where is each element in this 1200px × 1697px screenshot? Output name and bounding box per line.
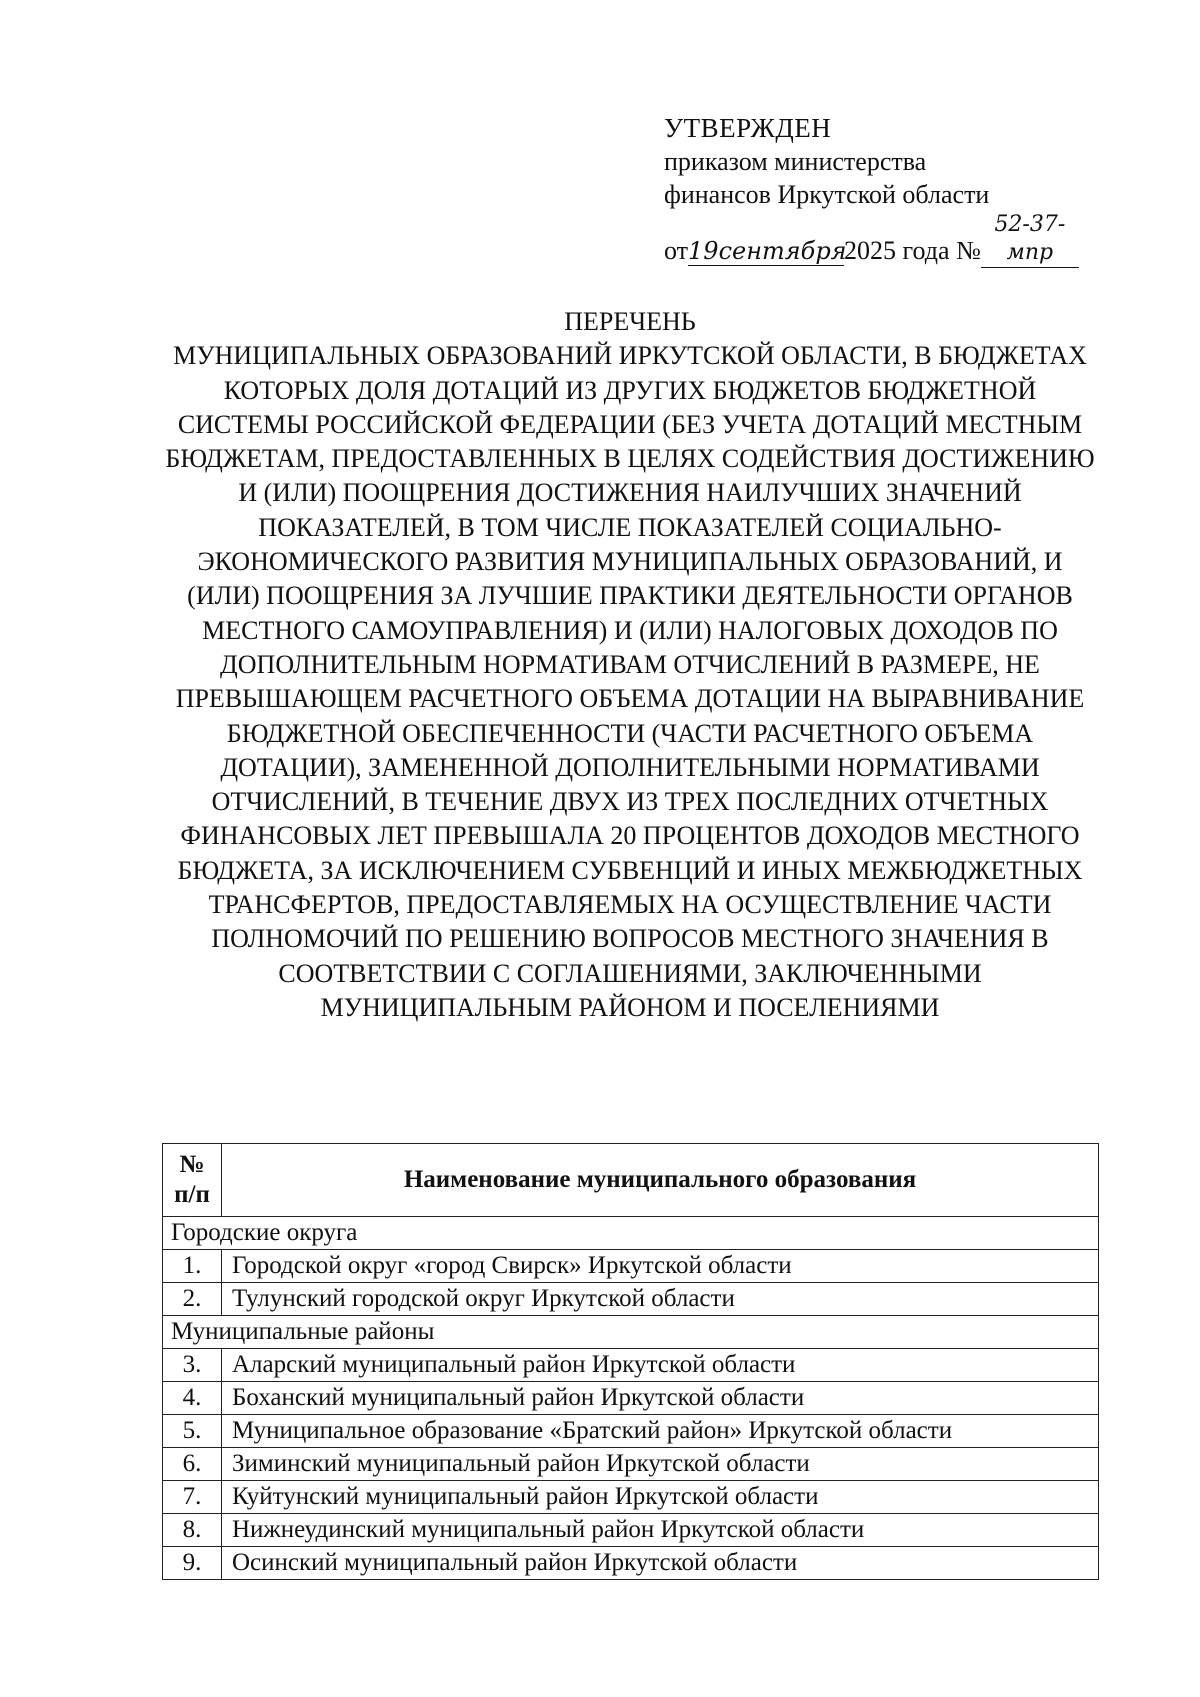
approval-title: УТВЕРЖДЕН: [664, 113, 832, 143]
group-label: Муниципальные районы: [163, 1316, 1099, 1349]
row-name: Боханский муниципальный район Иркутской области: [222, 1382, 1099, 1415]
header-name: Наименование муниципального образования: [222, 1144, 1099, 1217]
table-row: [163, 1349, 1099, 1382]
table-row: [163, 1514, 1099, 1547]
row-number: 4.: [163, 1382, 222, 1415]
approval-date-line: [664, 211, 1079, 268]
municipalities-table: [162, 1143, 1099, 1580]
table-row: [163, 1481, 1099, 1514]
row-number: 8.: [163, 1514, 222, 1547]
approval-line-ministry: финансов Иркутской области: [664, 180, 990, 209]
table-row: [163, 1283, 1099, 1316]
row-name: Осинский муниципальный район Иркутской области: [222, 1547, 1099, 1580]
header-number-symbol: №: [179, 1151, 205, 1178]
row-number: 9.: [163, 1547, 222, 1580]
approval-line-order: приказом министерства: [664, 147, 927, 176]
table-group-row: [163, 1316, 1099, 1349]
approval-year-text: 2025 года №: [844, 236, 981, 265]
row-number: 1.: [163, 1250, 222, 1283]
document-title: [160, 305, 1100, 1025]
row-name: Аларский муниципальный район Иркутской области: [222, 1349, 1099, 1382]
handwritten-date: 19сентября: [688, 237, 847, 265]
row-number: 3.: [163, 1349, 222, 1382]
row-name: Городской округ «город Свирск» Иркутской области: [222, 1250, 1099, 1283]
header-number: [163, 1144, 222, 1217]
row-number: 2.: [163, 1283, 222, 1316]
header-number-abbrev: п/п: [174, 1181, 210, 1208]
row-name: Нижнеудинский муниципальный район Иркутской области: [222, 1514, 1099, 1547]
approval-block: [664, 112, 1079, 268]
approval-prefix: от: [664, 236, 689, 265]
row-name: Муниципальное образование «Братский район» Иркутской области: [222, 1415, 1099, 1448]
table-row: [163, 1415, 1099, 1448]
table-group-row: [163, 1217, 1099, 1250]
row-number: 5.: [163, 1415, 222, 1448]
group-label: Городские округа: [163, 1217, 1099, 1250]
title-heading: ПЕРЕЧЕНЬ: [564, 307, 696, 336]
row-name: Тулунский городской округ Иркутской области: [222, 1283, 1099, 1316]
table-row: [163, 1250, 1099, 1283]
title-body: МУНИЦИПАЛЬНЫХ ОБРАЗОВАНИЙ ИРКУТСКОЙ ОБЛАСТИ, В БЮДЖЕТАХ КОТОРЫХ ДОЛЯ ДОТАЦИЙ ИЗ ДРУГИХ БЮДЖЕТОВ БЮДЖЕТНОЙ СИСТЕМЫ РОССИЙСКОЙ ФЕДЕРАЦИИ (БЕЗ УЧЕТА ДОТАЦИЙ МЕСТНЫМ БЮДЖЕТАМ, ПРЕДОСТАВЛЕННЫХ В ЦЕЛЯХ СОДЕЙСТВИЯ ДОСТИЖЕНИЮ И (ИЛИ) ПООЩРЕНИЯ ДОСТИЖЕНИЯ НАИЛУЧШИХ ЗНАЧЕНИЙ ПОКАЗАТЕЛЕЙ, В ТОМ ЧИСЛЕ ПОКАЗАТЕЛЕЙ СОЦИАЛЬНО-ЭКОНОМИЧЕСКОГО РАЗВИТИЯ МУНИЦИПАЛЬНЫХ ОБРАЗОВАНИЙ, И (ИЛИ) ПООЩРЕНИЯ ЗА ЛУЧШИЕ ПРАКТИКИ ДЕЯТЕЛЬНОСТИ ОРГАНОВ МЕСТНОГО САМОУПРАВЛЕНИЯ) И (ИЛИ) НАЛОГОВЫХ ДОХОДОВ ПО ДОПОЛНИТЕЛЬНЫМ НОРМАТИВАМ ОТЧИСЛЕНИЙ В РАЗМЕРЕ, НЕ ПРЕВЫШАЮЩЕМ РАСЧЕТНОГО ОБЪЕМА ДОТАЦИИ НА ВЫРАВНИВАНИЕ БЮДЖЕТНОЙ ОБЕСПЕЧЕННОСТИ (ЧАСТИ РАСЧЕТНОГО ОБЪЕМА ДОТАЦИИ), ЗАМЕНЕННОЙ ДОПОЛНИТЕЛЬНЫМИ НОРМАТИВАМИ ОТЧИСЛЕНИЙ, В ТЕЧЕНИЕ ДВУХ ИЗ ТРЕХ ПОСЛЕДНИХ ОТЧЕТНЫХ ФИНАНСОВЫХ ЛЕТ ПРЕВЫШАЛА 20 ПРОЦЕНТОВ ДОХОДОВ МЕСТНОГО БЮДЖЕТА, ЗА ИСКЛЮЧЕНИЕМ СУБВЕНЦИЙ И ИНЫХ МЕЖБЮДЖЕТНЫХ ТРАНСФЕРТОВ, ПРЕДОСТАВЛЯЕМЫХ НА ОСУЩЕСТВЛЕНИЕ ЧАСТИ ПОЛНОМОЧИЙ ПО РЕШЕНИЮ ВОПРОСОВ МЕСТНОГО ЗНАЧЕНИЯ В СООТВЕТСТВИИ С СОГЛАШЕНИЯМИ, ЗАКЛЮЧЕННЫМИ МУНИЦИПАЛЬНЫМ РАЙОНОМ И ПОСЕЛЕНИЯМИ: [165, 341, 1095, 1022]
row-name: Куйтунский муниципальный район Иркутской области: [222, 1481, 1099, 1514]
table-body: [163, 1217, 1099, 1580]
table-row: [163, 1547, 1099, 1580]
row-number: 7.: [163, 1481, 222, 1514]
table-row: [163, 1448, 1099, 1481]
row-name: Зиминский муниципальный район Иркутской области: [222, 1448, 1099, 1481]
table-header-row: [163, 1144, 1099, 1217]
handwritten-number: 52-37-мпр: [981, 211, 1079, 268]
row-number: 6.: [163, 1448, 222, 1481]
table-row: [163, 1382, 1099, 1415]
